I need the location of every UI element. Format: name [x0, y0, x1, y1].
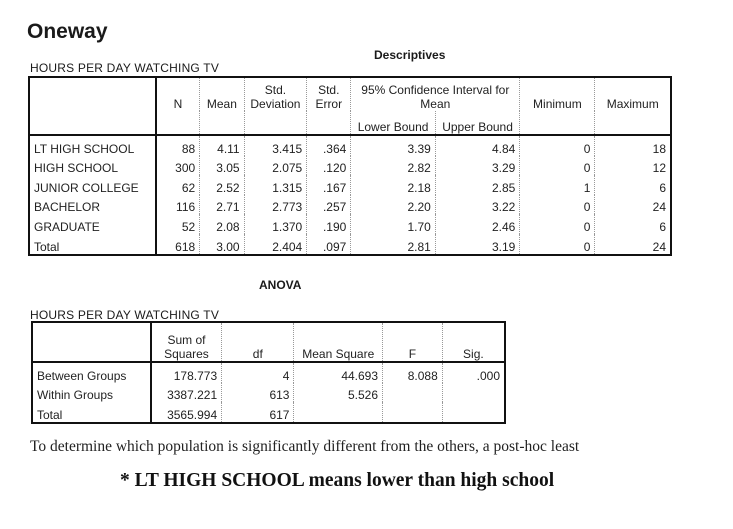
cell-std-err: .167	[307, 175, 351, 195]
cell-minimum: 1	[520, 175, 595, 195]
cell-mean: 2.52	[200, 175, 244, 195]
cell-std-dev: 1.370	[244, 214, 307, 234]
cell-mean: 2.71	[200, 195, 244, 215]
row-label: GRADUATE	[29, 214, 156, 234]
header-sum-of-squares	[151, 322, 222, 362]
anova-row	[32, 402, 505, 423]
cell-sig	[442, 402, 505, 423]
cell-n: 62	[156, 175, 200, 195]
cell-df: 4	[222, 362, 294, 383]
header-mean-square: Mean Square	[294, 322, 383, 362]
header-blank	[29, 77, 156, 111]
row-label: Within Groups	[32, 383, 151, 403]
cell-n: 618	[156, 234, 200, 255]
cell-upper-bound: 3.22	[435, 195, 519, 215]
descriptives-table	[28, 76, 672, 256]
header-std-dev-line2: Deviation	[250, 97, 301, 111]
cell-std-err: .097	[307, 234, 351, 255]
subheader-blank	[156, 111, 200, 135]
cell-maximum: 6	[595, 175, 671, 195]
cell-lower-bound: 2.20	[351, 195, 435, 215]
cell-maximum: 18	[595, 135, 671, 156]
cell-sum-of-squares: 178.773	[151, 362, 222, 383]
anova-row	[32, 383, 505, 403]
cell-sig	[442, 383, 505, 403]
subheader-blank	[595, 111, 671, 135]
header-std-dev	[244, 77, 307, 111]
header-maximum: Maximum	[595, 77, 671, 111]
descriptives-row	[29, 234, 671, 255]
anova-table	[31, 321, 506, 424]
subheader-blank	[307, 111, 351, 135]
cell-lower-bound: 2.82	[351, 156, 435, 176]
cell-minimum: 0	[520, 234, 595, 255]
anova-row	[32, 362, 505, 383]
cell-f	[383, 402, 443, 423]
header-ss-line2: Squares	[164, 347, 209, 361]
cell-std-err: .120	[307, 156, 351, 176]
cell-std-dev: 1.315	[244, 175, 307, 195]
cell-lower-bound: 1.70	[351, 214, 435, 234]
header-lower-bound: Lower Bound	[351, 111, 435, 135]
cell-df: 617	[222, 402, 294, 423]
cell-maximum: 24	[595, 234, 671, 255]
cell-df: 613	[222, 383, 294, 403]
cell-minimum: 0	[520, 214, 595, 234]
row-label: HIGH SCHOOL	[29, 156, 156, 176]
header-std-err	[307, 77, 351, 111]
cell-maximum: 6	[595, 214, 671, 234]
cell-std-err: .364	[307, 135, 351, 156]
row-label: BACHELOR	[29, 195, 156, 215]
cell-upper-bound: 2.46	[435, 214, 519, 234]
header-minimum: Minimum	[520, 77, 595, 111]
header-ci	[351, 77, 520, 111]
descriptives-variable-label: HOURS PER DAY WATCHING TV	[30, 61, 220, 75]
header-blank	[32, 322, 151, 362]
cell-std-dev: 2.075	[244, 156, 307, 176]
cell-mean: 3.00	[200, 234, 244, 255]
cell-std-err: .190	[307, 214, 351, 234]
cell-n: 300	[156, 156, 200, 176]
header-std-err-line1: Std.	[318, 83, 340, 97]
descriptives-row	[29, 214, 671, 234]
row-label: LT HIGH SCHOOL	[29, 135, 156, 156]
descriptives-row	[29, 135, 671, 156]
descriptives-row	[29, 175, 671, 195]
row-label: Between Groups	[32, 362, 151, 383]
header-upper-bound: Upper Bound	[435, 111, 519, 135]
anova-heading: ANOVA	[259, 278, 302, 292]
header-f: F	[383, 322, 443, 362]
header-ss-line1: Sum of	[167, 333, 206, 347]
header-n: N	[156, 77, 200, 111]
page-title: Oneway	[27, 20, 108, 43]
cell-std-dev: 2.773	[244, 195, 307, 215]
cell-lower-bound: 2.18	[351, 175, 435, 195]
cell-mean: 2.08	[200, 214, 244, 234]
cell-sig: .000	[442, 362, 505, 383]
cell-lower-bound: 3.39	[351, 135, 435, 156]
cell-f: 8.088	[383, 362, 443, 383]
cell-maximum: 24	[595, 195, 671, 215]
cell-mean-square	[294, 402, 383, 423]
cell-upper-bound: 3.19	[435, 234, 519, 255]
cell-n: 52	[156, 214, 200, 234]
cell-upper-bound: 3.29	[435, 156, 519, 176]
header-ci-line2: Mean	[420, 97, 451, 111]
cell-sum-of-squares: 3565.994	[151, 402, 222, 423]
descriptives-subheader-row	[29, 111, 671, 135]
cell-sum-of-squares: 3387.221	[151, 383, 222, 403]
subheader-blank	[244, 111, 307, 135]
cell-n: 88	[156, 135, 200, 156]
row-label: JUNIOR COLLEGE	[29, 175, 156, 195]
subheader-blank	[520, 111, 595, 135]
cell-lower-bound: 2.81	[351, 234, 435, 255]
row-label: Total	[29, 234, 156, 255]
header-ci-line1: 95% Confidence Interval for	[361, 83, 510, 97]
header-sig: Sig.	[442, 322, 505, 362]
descriptives-header-row	[29, 77, 671, 111]
row-label: Total	[32, 402, 151, 423]
subheader-blank	[29, 111, 156, 135]
cell-mean: 3.05	[200, 156, 244, 176]
cell-minimum: 0	[520, 135, 595, 156]
cell-n: 116	[156, 195, 200, 215]
descriptives-row	[29, 156, 671, 176]
header-mean: Mean	[200, 77, 244, 111]
header-std-dev-line1: Std.	[264, 83, 287, 97]
cell-maximum: 12	[595, 156, 671, 176]
cell-std-dev: 2.404	[244, 234, 307, 255]
cell-minimum: 0	[520, 156, 595, 176]
footnote: * LT HIGH SCHOOL means lower than high school	[120, 470, 555, 491]
cell-upper-bound: 4.84	[435, 135, 519, 156]
cell-minimum: 0	[520, 195, 595, 215]
cell-mean-square: 44.693	[294, 362, 383, 383]
cell-mean: 4.11	[200, 135, 244, 156]
cell-std-dev: 3.415	[244, 135, 307, 156]
header-df: df	[222, 322, 294, 362]
explanatory-note: To determine which population is significantly different from the others, a post-hoc least	[30, 438, 580, 455]
descriptives-row	[29, 195, 671, 215]
subheader-blank	[200, 111, 244, 135]
cell-upper-bound: 2.85	[435, 175, 519, 195]
cell-f	[383, 383, 443, 403]
anova-header-row	[32, 322, 505, 362]
cell-mean-square: 5.526	[294, 383, 383, 403]
header-std-err-line2: Error	[315, 97, 343, 111]
anova-variable-label: HOURS PER DAY WATCHING TV	[30, 308, 220, 322]
cell-std-err: .257	[307, 195, 351, 215]
descriptives-heading: Descriptives	[374, 48, 446, 62]
